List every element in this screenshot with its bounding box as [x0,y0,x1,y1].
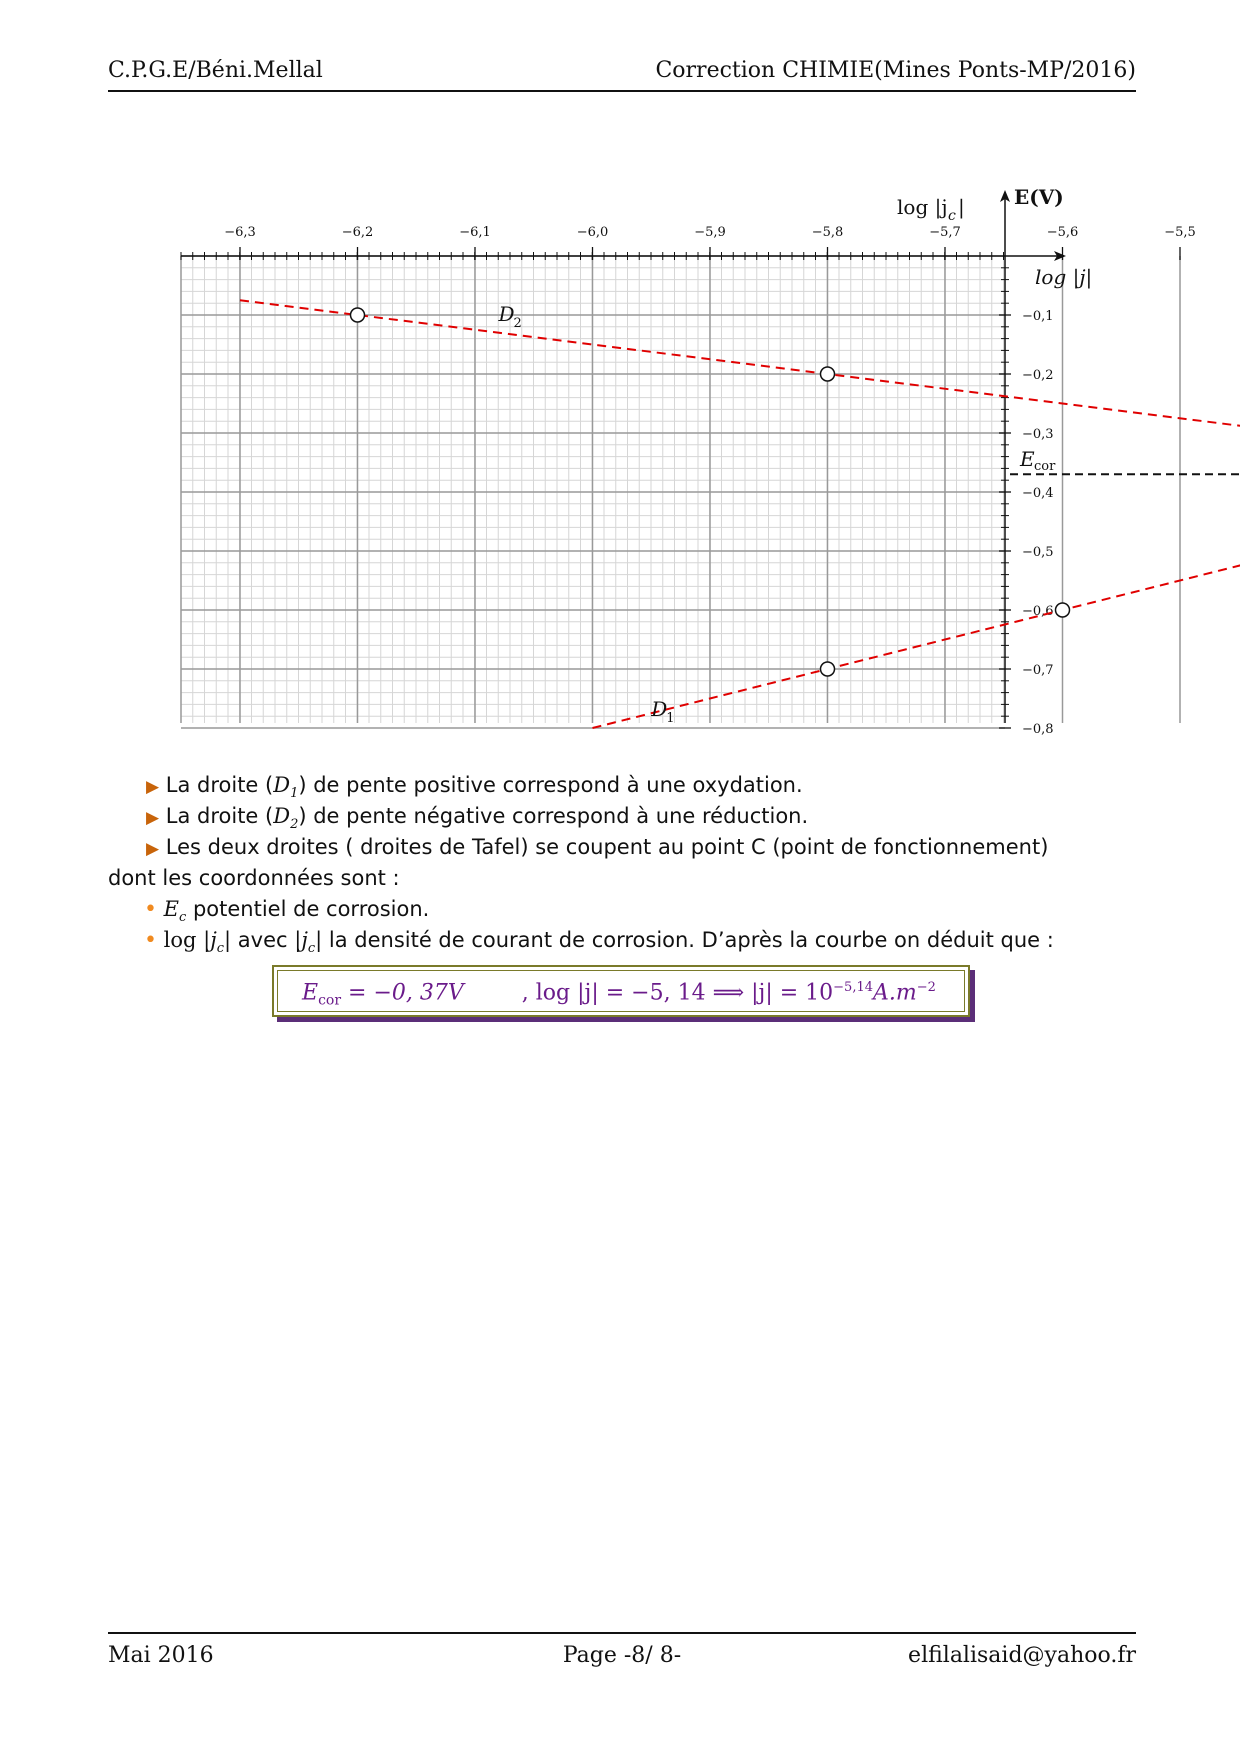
header-rule [108,90,1136,92]
y-tick-label: −0,5 [1022,545,1054,560]
bullet-intersection: ▶ Les deux droites ( droites de Tafel) se coupent au point C (point de fonctionnement) [146,835,1049,859]
data-point-D2 [351,308,365,322]
bullet-d2: ▶ La droite $(D_2)$ de pente négative correspond à une réduction. [146,804,809,833]
y-tick-label: −0,6 [1022,604,1054,619]
x-tick-label: −5,9 [694,225,726,240]
bullet-d1: ▶ La droite $(D_1)$ de pente positive correspond à une oxydation. [146,773,803,802]
x-tick-label: −6,0 [576,225,609,240]
y-tick-label: −0,7 [1022,663,1054,678]
y-tick-label: −0,4 [1022,486,1054,501]
series-line-D1 [593,433,1240,728]
data-point-D2 [821,367,835,381]
y-tick-label: −0,3 [1022,427,1054,442]
result-formula: $E_{cor} = -0$, 37V , log |j| = −5, 14 ⟹ $|j| = 10^{-5,14}A.m^{-2}$ [302,980,936,1009]
ecor-label: E [1020,447,1035,471]
y-tick-label: −0,8 [1022,722,1054,737]
series-label-sub-D2: 2 [513,315,522,331]
dot-item-ec: • $E_c$ potentiel de corrosion. [144,897,430,926]
header-left: C.P.G.E/Béni.Mellal [108,58,323,83]
triangle-icon: ▶ [146,839,160,859]
series-line-D2 [240,300,1240,492]
jc-label-sub: c [948,208,956,224]
header-right: Correction CHIMIE(Mines Ponts-MP/2016) [655,58,1136,83]
x-tick-label: −6,1 [459,225,491,240]
y-tick-label: −0,1 [1022,309,1054,324]
result-box [272,965,970,1017]
y-axis-label: E(V) [1014,185,1064,209]
x-axis-label: log |j| [1035,265,1093,289]
ecor-label-sub: cor [1034,459,1056,474]
footer-left: Mai 2016 [108,1643,214,1668]
x-tick-label: −5,7 [929,225,961,240]
data-point-D1 [821,662,835,676]
series-label-D2: D [498,301,515,326]
footer-center: Page -8/ 8- [562,1643,682,1668]
bullet-dot-icon: • [144,928,157,953]
data-point-D1 [1056,603,1070,617]
dot-item-jc: • $\log |j_c|$ avec $|j_c|$ la densité de courant de corrosion. D’après la courbe on déduit que : [144,928,1054,957]
footer-rule [108,1632,1136,1634]
x-tick-label: −5,6 [1046,225,1079,240]
jc-label-bar: | [958,195,965,219]
series-label-D1: D [651,697,668,722]
bullet-intersection-cont: dont les coordonnées sont : [108,866,400,890]
y-tick-label: −0,2 [1022,368,1054,383]
tafel-chart [0,180,1240,750]
triangle-icon: ▶ [146,808,160,828]
x-tick-label: −5,5 [1164,225,1196,240]
grid [181,256,1240,728]
footer-right: elfilalisaid@yahoo.fr [908,1643,1136,1668]
series-label-sub-D1: 1 [666,711,675,727]
x-tick-label: −6,2 [341,225,374,240]
x-tick-label: −6,3 [224,225,256,240]
jc-label: log |j [897,195,948,219]
bullet-dot-icon: • [144,897,157,922]
x-tick-label: −5,8 [811,225,844,240]
triangle-icon: ▶ [146,777,160,797]
